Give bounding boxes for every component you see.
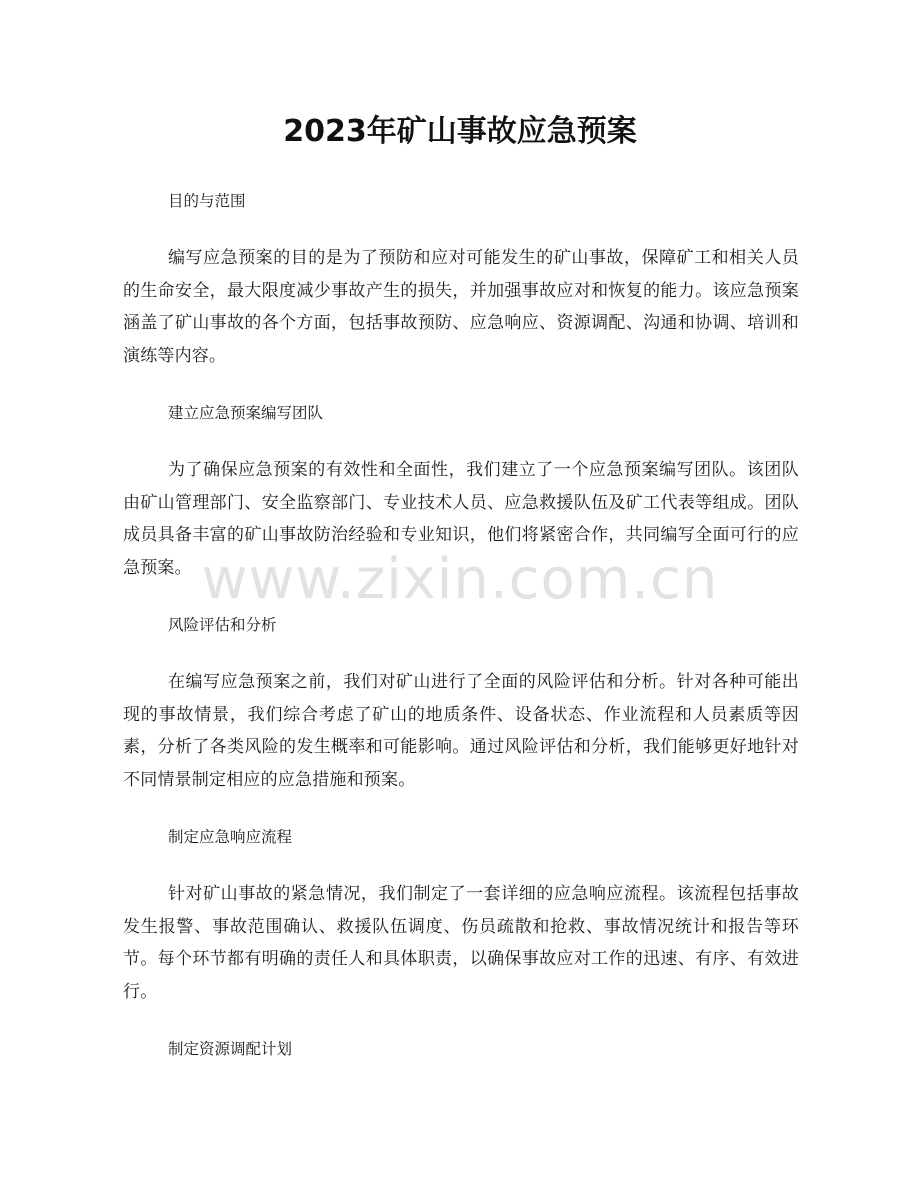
document-body [123, 180, 799, 1090]
section-body-team: 为了确保应急预案的有效性和全面性，我们建立了一个应急预案编写团队。该团队由矿山管理部门、安全监察部门、专业技术人员、应急救援队伍及矿工代表等组成。团队成员具备丰富的矿山事故防治经验和专业知识，他们将紧密合作，共同编写全面可行的应急预案。 [123, 460, 799, 578]
document-title: 2023年矿山事故应急预案 [283, 114, 637, 149]
section-body-purpose-scope: 编写应急预案的目的是为了预防和应对可能发生的矿山事故，保障矿工和相关人员的生命安全，最大限度减少事故产生的损失，并加强事故应对和恢复的能力。该应急预案涵盖了矿山事故的各个方面，包括事故预防、应急响应、资源调配、沟通和协调、培训和演练等内容。 [123, 248, 799, 366]
section-heading-risk-assessment: 风险评估和分析 [168, 616, 277, 634]
section-body-response-process: 针对矿山事故的紧急情况，我们制定了一套详细的应急响应流程。该流程包括事故发生报警、事故范围确认、救援队伍调度、伤员疏散和抢救、事故情况统计和报告等环节。每个环节都有明确的责任人和具体职责，以确保事故应对工作的迅速、有序、有效进行。 [123, 884, 799, 1002]
section-body-risk-assessment: 在编写应急预案之前，我们对矿山进行了全面的风险评估和分析。针对各种可能出现的事故情景，我们综合考虑了矿山的地质条件、设备状态、作业流程和人员素质等因素，分析了各类风险的发生概率和可能影响。通过风险评估和分析，我们能够更好地针对不同情景制定相应的应急措施和预案。 [123, 672, 799, 790]
section-heading-resource-plan: 制定资源调配计划 [168, 1040, 293, 1058]
section-heading-purpose-scope: 目的与范围 [168, 192, 246, 210]
watermark: www.zixin.com.cn [201, 547, 719, 612]
section-heading-response-process: 制定应急响应流程 [168, 828, 293, 846]
section-heading-team: 建立应急预案编写团队 [168, 404, 324, 422]
